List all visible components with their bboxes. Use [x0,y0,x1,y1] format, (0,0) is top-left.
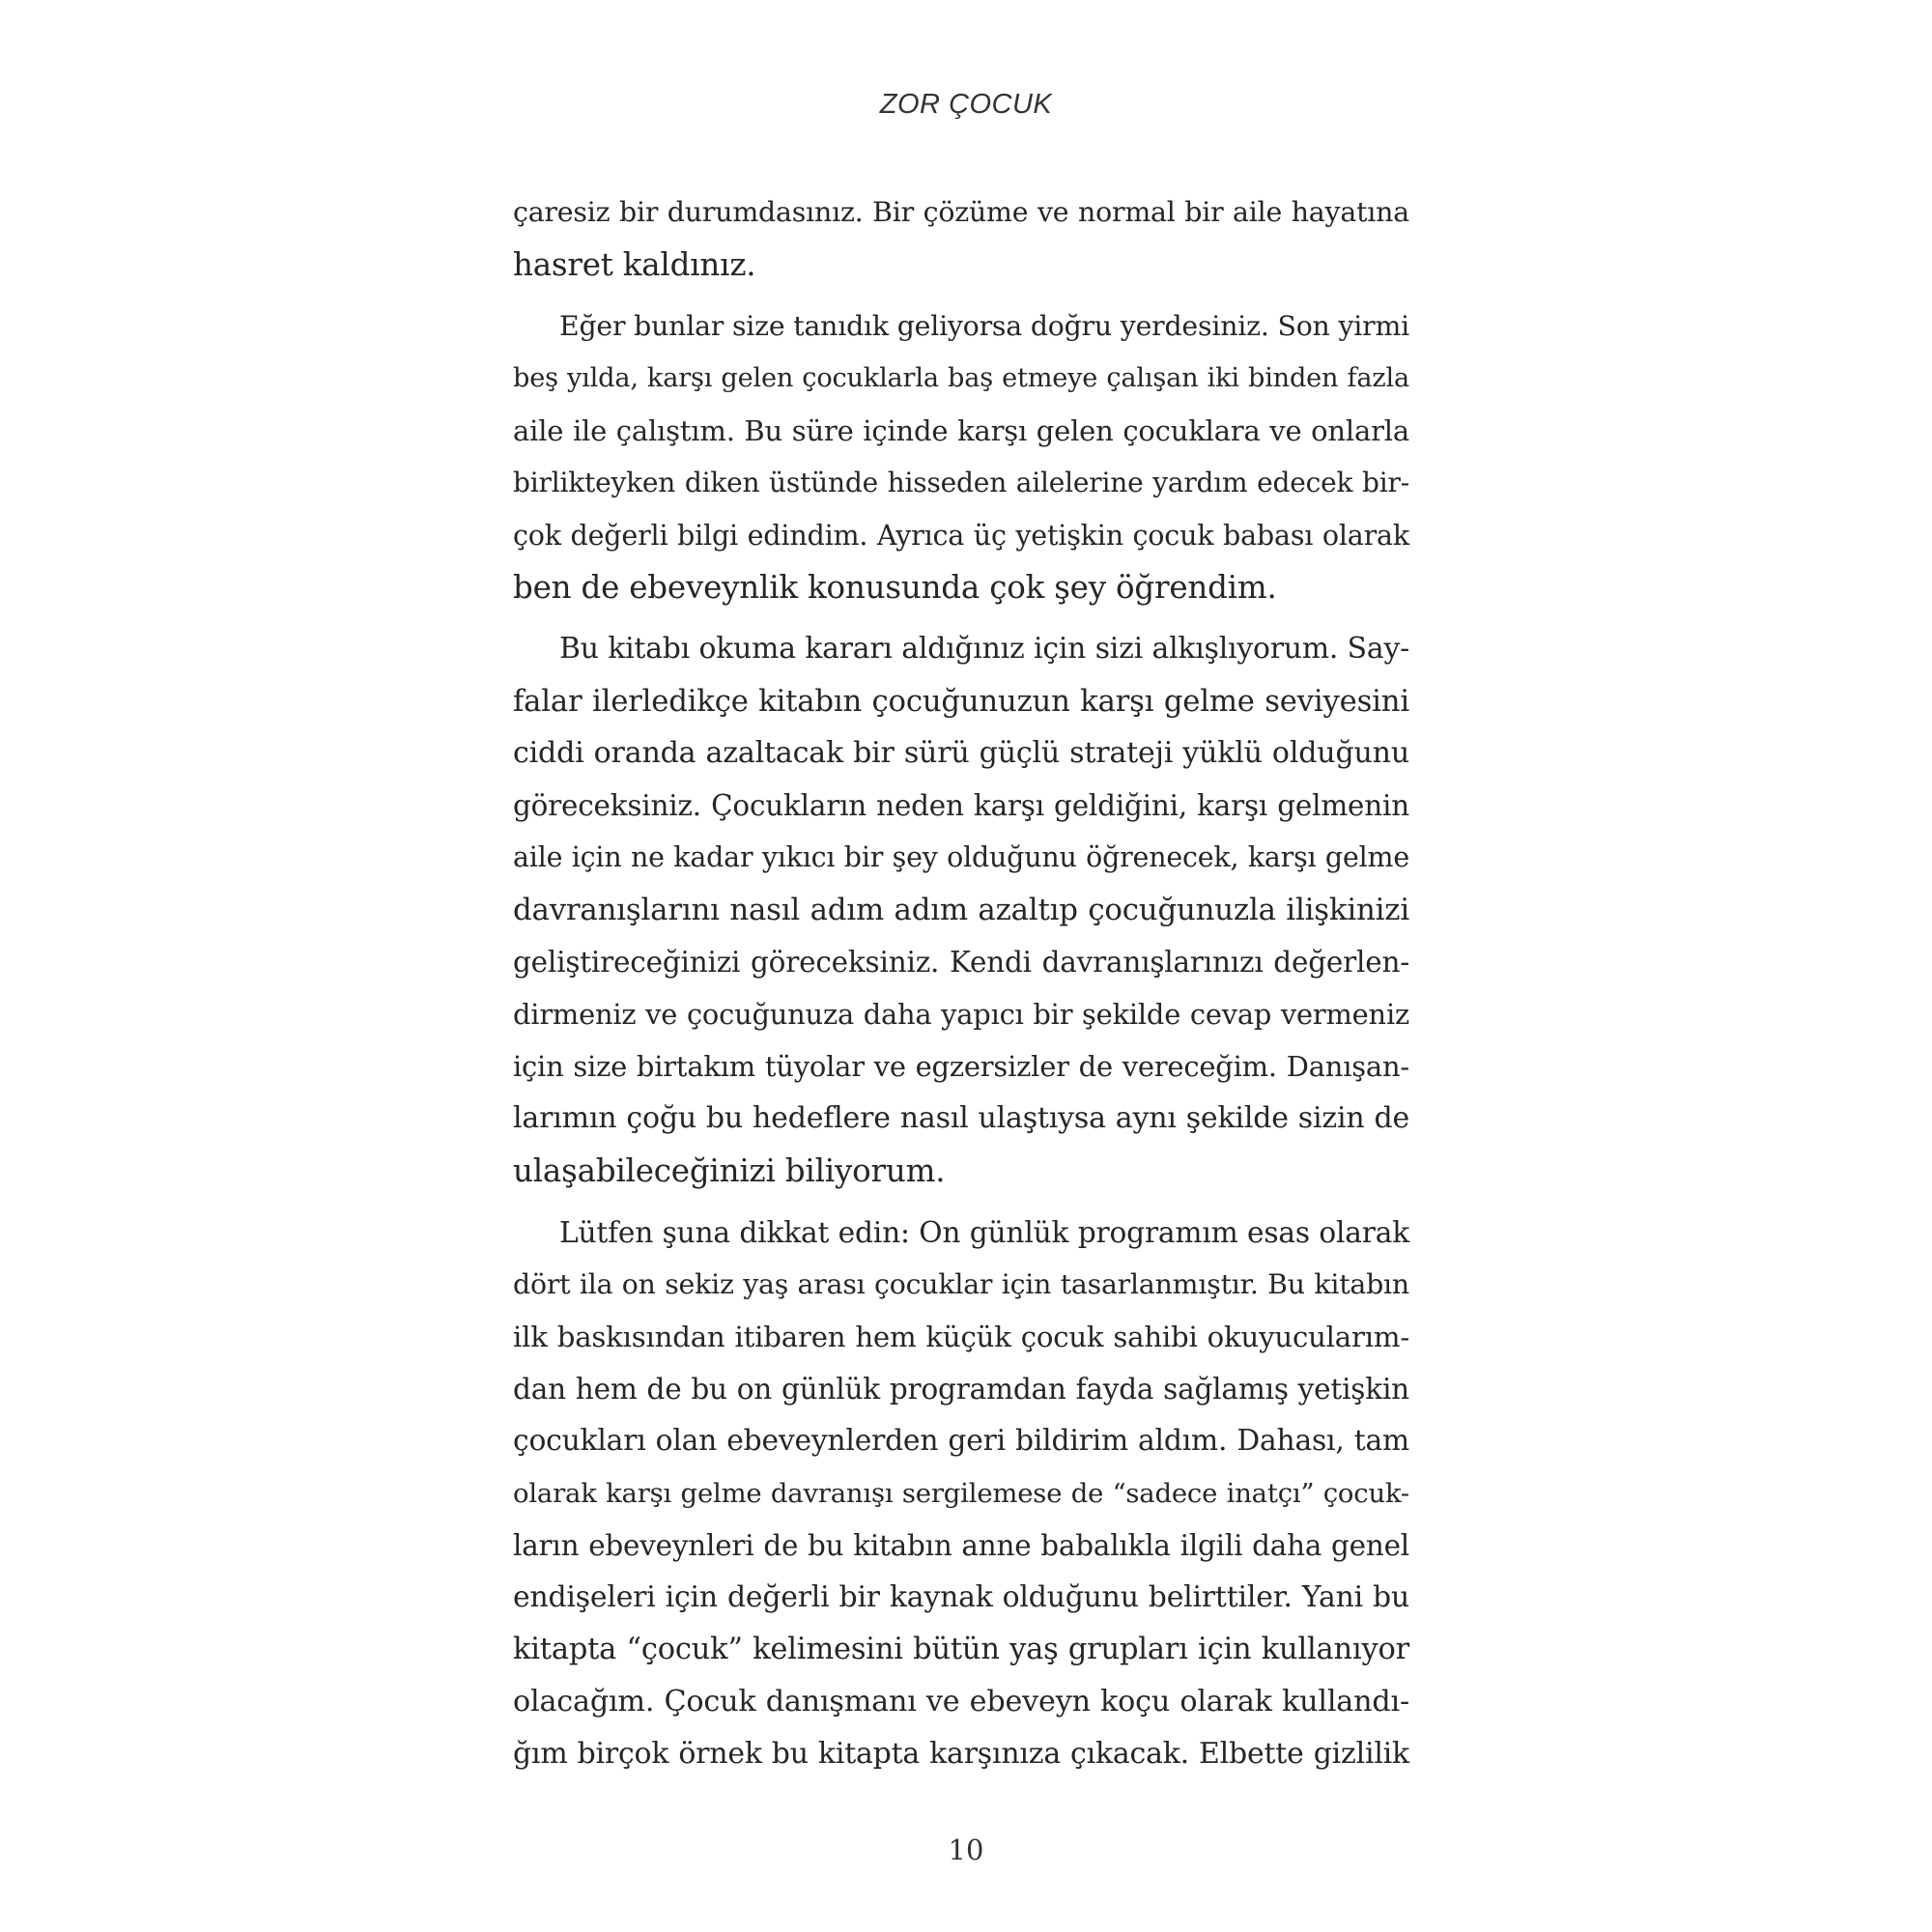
text-line: ulaşabileceğinizi biliyorum. [513,1152,946,1189]
text-line: çaresiz bir durumdasınız. Bir çözüme ve normal bir aile hayatına [513,196,1409,228]
text-line: göreceksiniz. Çocukların neden karşı geldiğini, karşı gelmenin [513,789,1409,822]
paragraph [513,623,1409,1197]
text-line: ilk baskısından itibaren hem küçük çocuk sahibi okuyucularım- [513,1321,1409,1353]
text-line: ların ebeveynleri de bu kitabın anne babalıkla ilgili daha genel [513,1529,1409,1562]
text-line: falar ilerledikçe kitabın çocuğunuzun karşı gelme seviyesini [513,684,1409,719]
text-line: birlikteyken diken üstünde hisseden ailelerine yardım edecek bir- [513,467,1409,498]
text-line: davranışlarını nasıl adım adım azaltıp çocuğunuzla ilişkinizi [513,893,1409,927]
text-line: ğım birçok örnek bu kitapta karşınıza çıkacak. Elbette gizlilik [513,1737,1409,1771]
text-line: çok değerli bilgi edindim. Ayrıca üç yetişkin çocuk babası olarak [513,519,1409,552]
text-line: olacağım. Çocuk danışmanı ve ebeveyn koçu olarak kullandı- [513,1685,1409,1719]
text-line: Lütfen şuna dikkat edin: On günlük programım esas olarak [559,1215,1409,1249]
text-line: beş yılda, karşı gelen çocuklarla baş etmeye çalışan iki binden fazla [513,363,1409,393]
text-line: ciddi oranda azaltacak bir sürü güçlü strateji yüklü olduğunu [513,736,1409,770]
paragraph [513,300,1409,613]
paragraph [513,1207,1409,1780]
text-line: dan hem de bu on günlük programdan fayda sağlamış yetişkin [513,1373,1409,1406]
text-line: aile için ne kadar yıkıcı bir şey olduğunu öğrenecek, karşı gelme [513,841,1409,873]
text-line: çocukları olan ebeveynlerden geri bildirim aldım. Dahası, tam [513,1424,1409,1458]
text-line: kitapta “çocuk” kelimesini bütün yaş grupları için kullanıyor [513,1633,1409,1666]
body-text [513,186,1409,1780]
text-line: dirmeniz ve çocuğunuza daha yapıcı bir şekilde cevap vermeniz [513,998,1409,1031]
text-line: larımın çoğu bu hedeflere nasıl ulaştıysa aynı şekilde sizin de [513,1101,1409,1135]
running-head-title: ZOR ÇOCUK [879,89,1053,120]
text-line: dört ila on sekiz yaş arası çocuklar için tasarlanmıştır. Bu kitabın [513,1268,1409,1300]
text-line: hasret kaldınız. [513,246,756,283]
text-line: Eğer bunlar size tanıdık geliyorsa doğru yerdesiniz. Son yirmi [559,310,1409,342]
text-line: endişeleri için değerli bir kaynak olduğunu belirttiler. Yani bu [513,1580,1409,1614]
text-line: için size birtakım tüyolar ve egzersizler de vereceğim. Danışan- [513,1050,1409,1083]
text-line: Bu kitabı okuma kararı aldığınız için sizi alkışlıyorum. Say- [559,632,1409,666]
text-line: ben de ebeveynlik konusunda çok şey öğrendim. [513,569,1277,606]
page-number: 10 [948,1833,984,1866]
paragraph [513,186,1409,291]
text-line: geliştireceğinizi göreceksiniz. Kendi davranışlarınızı değerlen- [513,946,1409,979]
text-line: aile ile çalıştım. Bu süre içinde karşı gelen çocuklara ve onlarla [513,414,1409,447]
text-line: olarak karşı gelme davranışı sergilemese de “sadece inatçı” çocuk- [513,1478,1409,1509]
